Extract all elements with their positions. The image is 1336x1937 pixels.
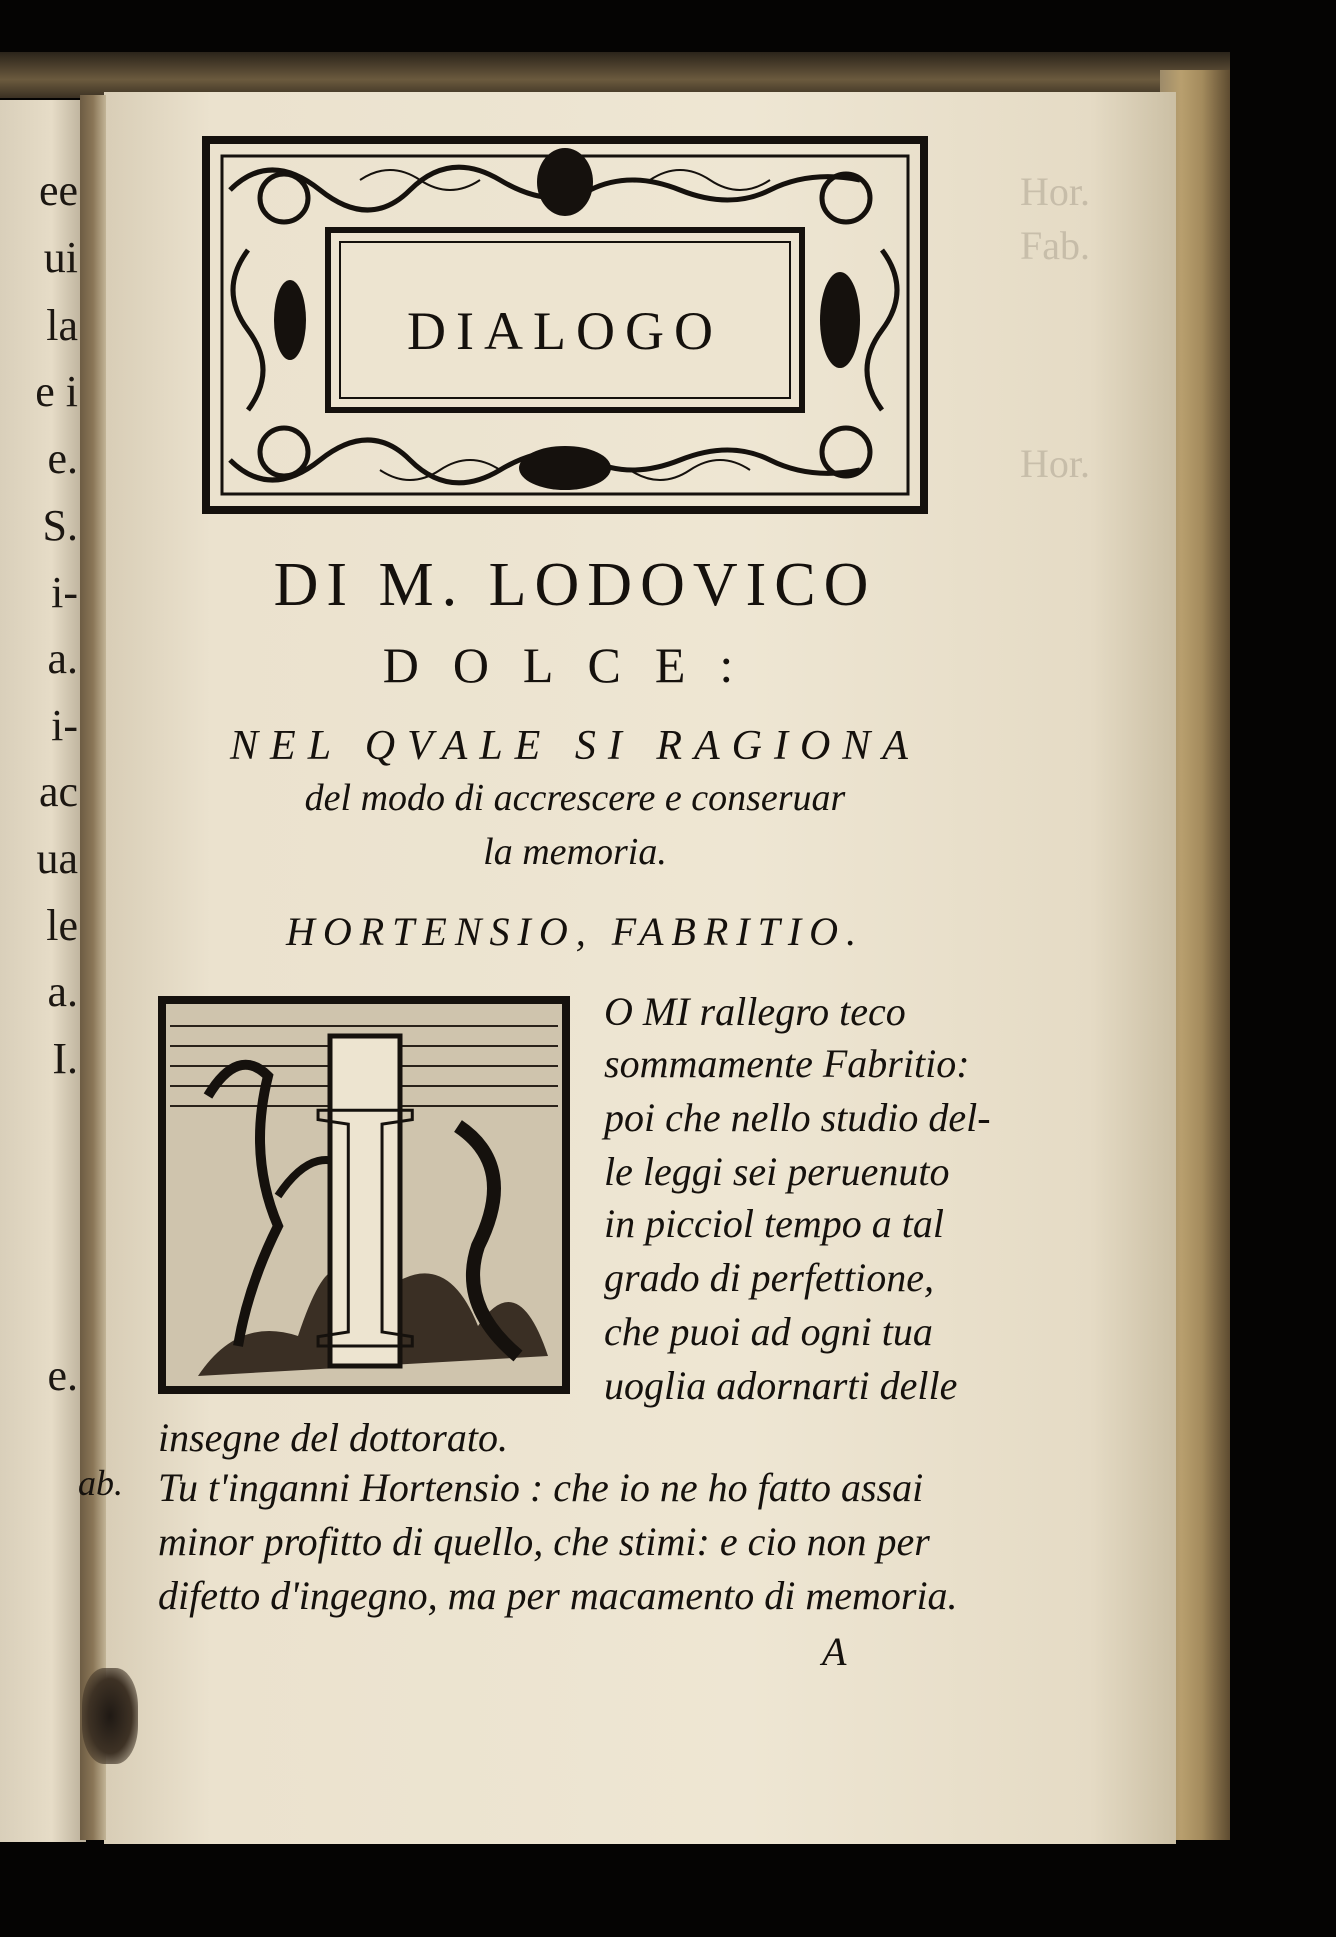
left-fragment: ui	[43, 233, 78, 282]
left-fragment: e i	[35, 367, 78, 416]
subtitle-line-2: del modo di accrescere e conseruar	[304, 777, 846, 819]
headpiece-title: DIALOGO	[407, 301, 723, 361]
speech-1-line: insegne del dottorato.	[158, 1415, 508, 1460]
author-title-line-2: DOLCE:	[382, 637, 768, 693]
left-fragment: a.	[47, 634, 78, 683]
speech-1-line: le leggi sei peruenuto	[604, 1149, 950, 1194]
initial-letter: I	[305, 1025, 425, 1394]
speech-2-line: Tu t'inganni Hortensio : che io ne ho fatto assai	[158, 1465, 924, 1510]
left-fragment: e.	[47, 1351, 78, 1400]
show-through: Fab.	[1020, 223, 1090, 268]
initial-woodcut	[158, 996, 570, 1394]
left-fragment: le	[46, 901, 78, 950]
left-facing-page	[0, 100, 86, 1842]
speech-2-line: minor profitto di quello, che stimi: e cio non per	[158, 1519, 930, 1564]
signature-mark: A	[822, 1629, 847, 1674]
author-title-line-1: DI M. LODOVICO	[273, 551, 877, 619]
speech-1-line: che puoi ad ogni tua	[604, 1309, 933, 1354]
left-fragment: a.	[47, 967, 78, 1016]
ink-stain	[82, 1668, 138, 1764]
left-fragment: la	[46, 301, 78, 350]
left-fragment: S.	[42, 501, 78, 550]
speech-1-line: uoglia adornarti delle	[604, 1363, 958, 1408]
speech-1-line: O MI rallegro teco	[604, 989, 906, 1034]
historiated-initial	[158, 996, 570, 1394]
speech-1-line: sommamente Fabritio:	[604, 1041, 970, 1086]
left-fragment: ac	[38, 767, 78, 816]
gutter	[80, 95, 106, 1840]
subtitle-line-3: la memoria.	[483, 831, 667, 873]
speech-1-line: poi che nello studio del-	[604, 1095, 991, 1140]
show-through: Hor.	[1020, 169, 1090, 214]
speech-2-line: difetto d'ingegno, ma per macamento di memoria.	[158, 1573, 958, 1618]
speech-1-line: grado di perfettione,	[604, 1255, 934, 1300]
show-through: Hor.	[1020, 441, 1090, 486]
left-fragment: i-	[51, 701, 78, 750]
left-fragment: ee	[38, 166, 78, 215]
woodcut-headpiece	[200, 130, 930, 520]
left-fragment: i-	[51, 568, 78, 617]
left-fragment: I.	[52, 1034, 78, 1083]
speakers-heading: HORTENSIO, FABRITIO.	[285, 909, 865, 954]
left-fragment: ua	[36, 834, 78, 883]
left-fragment: e.	[47, 434, 78, 483]
subtitle-line-1: NEL QVALE SI RAGIONA	[230, 723, 920, 769]
speech-1-line: in picciol tempo a tal	[604, 1201, 944, 1246]
speaker-mark-fabritio: ab.	[78, 1463, 123, 1503]
